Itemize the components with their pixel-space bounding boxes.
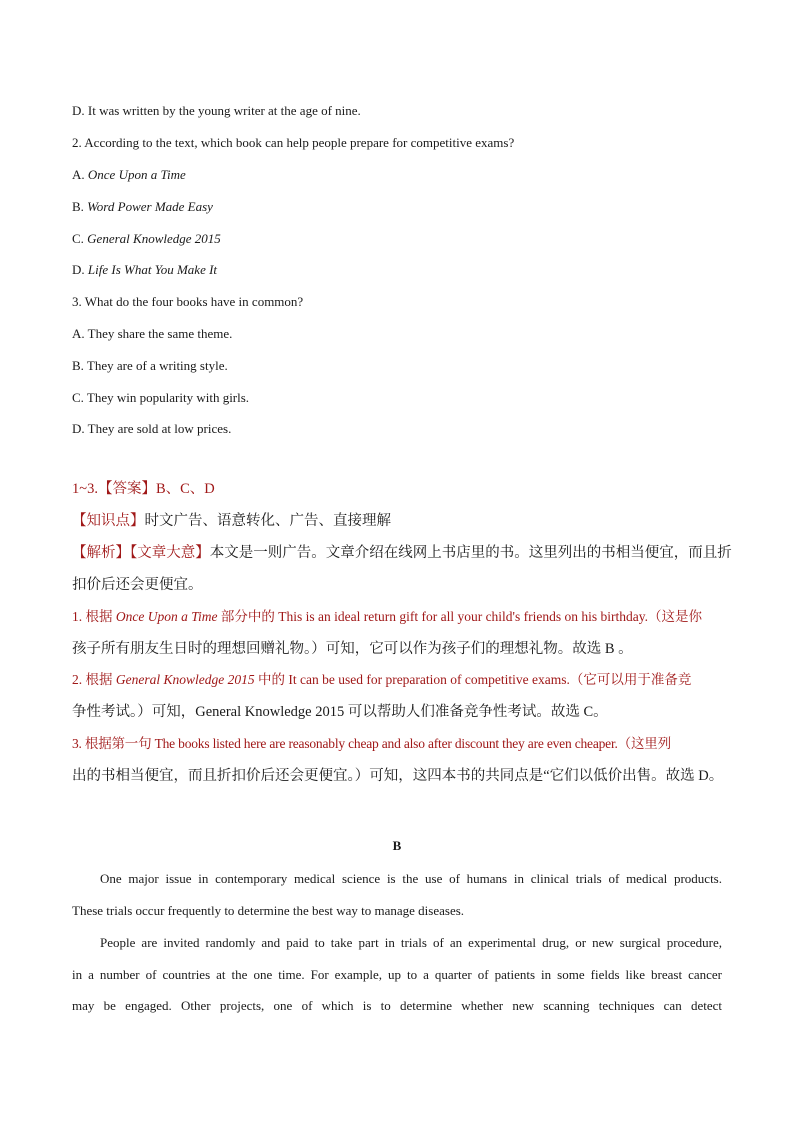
analysis-label: 【解析】【文章大意】 bbox=[72, 545, 210, 561]
analysis-line-1: 【解析】【文章大意】本文是一则广告。文章介绍在线网上书店里的书。这里列出的书相当便宜，而且折 bbox=[72, 545, 732, 561]
q2-option-c: C. General Knowledge 2015 bbox=[72, 231, 221, 246]
q3-stem: 3. What do the four books have in common? bbox=[72, 294, 304, 309]
explanation-1-line-2: 孩子所有朋友生日时的理想回赠礼物。）可知，它可以作为孩子们的理想礼物。故选 B 。 bbox=[72, 641, 633, 657]
q3-option-c: C. They win popularity with girls. bbox=[72, 390, 250, 405]
analysis-line-2: 扣价后还会更便宜。 bbox=[72, 577, 203, 593]
passage-p1-line-1: One major issue in contemporary medical science is the use of humans in clinical trials of medical products. bbox=[100, 871, 722, 886]
knowledge-label: 【知识点】 bbox=[72, 513, 145, 529]
q3-option-b: B. They are of a writing style. bbox=[72, 358, 228, 373]
q2-option-b: B. Word Power Made Easy bbox=[72, 199, 213, 214]
explanation-2-line-1: 2. 根据 General Knowledge 2015 中的 It can be used for preparation of competitive exams.（它可以用于准备竞 bbox=[72, 672, 692, 687]
answer-line: 1~3.【答案】B、C、D bbox=[72, 481, 215, 497]
passage-p2-line-3: may be engaged. Other projects, one of which is to determine whether new scanning techniques can detect bbox=[72, 998, 722, 1013]
passage-p2-line-2: in a number of countries at the one time. For example, up to a quarter of patients in some fields like breast cancer bbox=[72, 967, 722, 982]
q1-option-d: D. It was written by the young writer at the age of nine. bbox=[72, 103, 361, 118]
q2-option-a: A. Once Upon a Time bbox=[72, 167, 186, 182]
q2-stem: 2. According to the text, which book can help people prepare for competitive exams? bbox=[72, 135, 515, 150]
explanation-3-line-2: 出的书相当便宜，而且折扣价后还会更便宜。）可知，这四本书的共同点是“它们以低价出售。故选 D。 bbox=[72, 768, 724, 784]
explanation-2-line-2: 争性考试。）可知，General Knowledge 2015 可以帮助人们准备竞争性考试。故选 C。 bbox=[72, 704, 608, 720]
passage-heading: B bbox=[392, 838, 402, 853]
q3-option-d: D. They are sold at low prices. bbox=[72, 421, 232, 436]
q2-option-d: D. Life Is What You Make It bbox=[72, 262, 218, 277]
explanation-1-line-1: 1. 根据 Once Upon a Time 部分中的 This is an ideal return gift for all your child's friends on his birthday.（这是你 bbox=[72, 609, 702, 624]
q3-option-a: A. They share the same theme. bbox=[72, 326, 233, 341]
explanation-3-line-1: 3. 根据第一句 The books listed here are reasonably cheap and also after discount they are even cheaper.（这里列 bbox=[72, 736, 671, 751]
passage-p1-line-2: These trials occur frequently to determine the best way to manage diseases. bbox=[72, 903, 465, 918]
knowledge-line: 【知识点】时文广告、语意转化、广告、直接理解 bbox=[72, 513, 391, 529]
passage-p2-line-1: People are invited randomly and paid to take part in trials of an experimental drug, or new surgical procedure, bbox=[100, 935, 722, 950]
